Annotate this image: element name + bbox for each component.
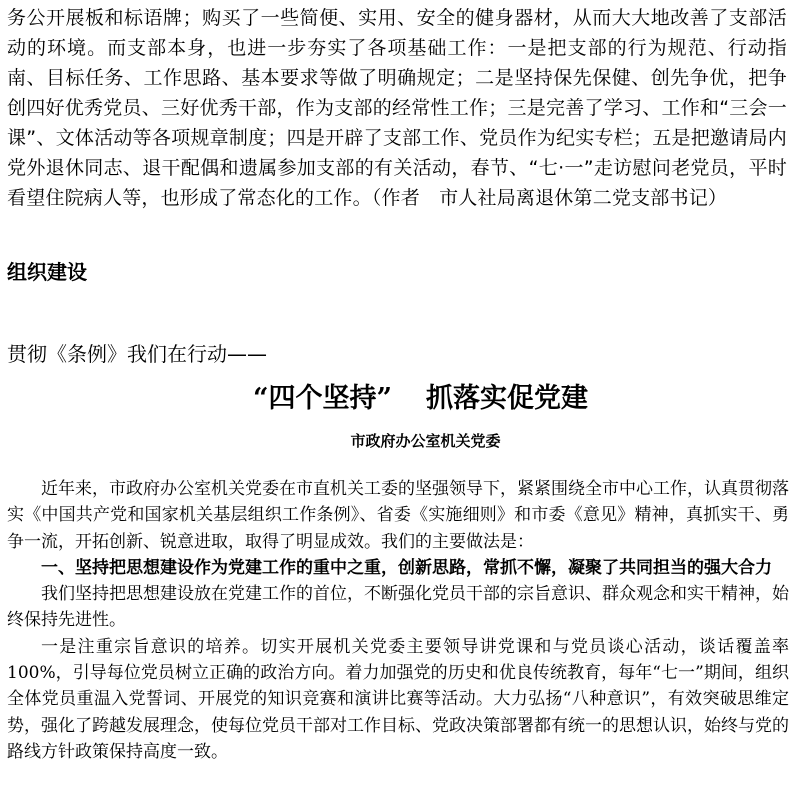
article-author: 市政府办公室机关党委 — [350, 432, 501, 450]
article-body — [7, 476, 789, 765]
article-title-part2: 抓落实促党建 — [426, 383, 589, 414]
article-kicker: 贯彻《条例》我们在行动—— — [7, 342, 267, 366]
intro-paragraph: 务公开展板和标语牌；购买了一些简便、实用、安全的健身器材，从而大大地改善了支部活动的环境。而支部本身，也进一步夯实了各项基础工作：一是把支部的行为规范、行动指南、目标任务、工作思路、基本要求等做了明确规定；二是坚持保先保健、创先争优，把争创四好优秀党员、三好优秀干部，作为支部的经常性工作；三是完善了学习、工作和“三会一课”、文体活动等各项规章制度；四是开辟了支部工作、党员作为纪实专栏；五是把邀请局内党外退休同志、退干配偶和遗属参加支部的有关活动，春节、“七·一”走访慰问老党员，平时看望住院病人等，也形成了常态化的工作。（作者 市人社局离退休第二党支部书记） — [7, 7, 787, 209]
article-title — [0, 380, 791, 418]
body-subheading: 一、坚持把思想建设作为党建工作的重中之重，创新思路，常抓不懈，凝聚了共同担当的强大合力 — [41, 557, 772, 578]
body-paragraph: 一是注重宗旨意识的培养。切实开展机关党委主要领导讲党课和与党员谈心活动，谈话覆盖率100%，引导每位党员树立正确的政治方向。着力加强党的历史和优良传统教育，每年“七一”期间，组织全体党员重温入党誓词、开展党的知识竞赛和演讲比赛等活动。大力弘扬“八种意识”，有效突破思维定势，强化了跨越发展理念，使每位党员干部对工作目标、党政决策部署都有统一的思想认识，始终与党的路线方针政策保持高度一致。 — [7, 636, 789, 762]
section-heading: 组织建设 — [7, 260, 87, 284]
body-paragraph: 近年来，市政府办公室机关党委在市直机关工委的坚强领导下，紧紧围绕全市中心工作，认真贯彻落实《中国共产党和国家机关基层组织工作条例》、省委《实施细则》和市委《意见》精神，真抓实干、勇争一流，开拓创新、锐意进取，取得了明显成效。我们的主要做法是： — [7, 479, 789, 552]
body-paragraph: 我们坚持把思想建设放在党建工作的首位，不断强化党员干部的宗旨意识、群众观念和实干精神，始终保持先进性。 — [7, 584, 789, 631]
article-title-part1: “四个坚持” — [252, 383, 393, 414]
